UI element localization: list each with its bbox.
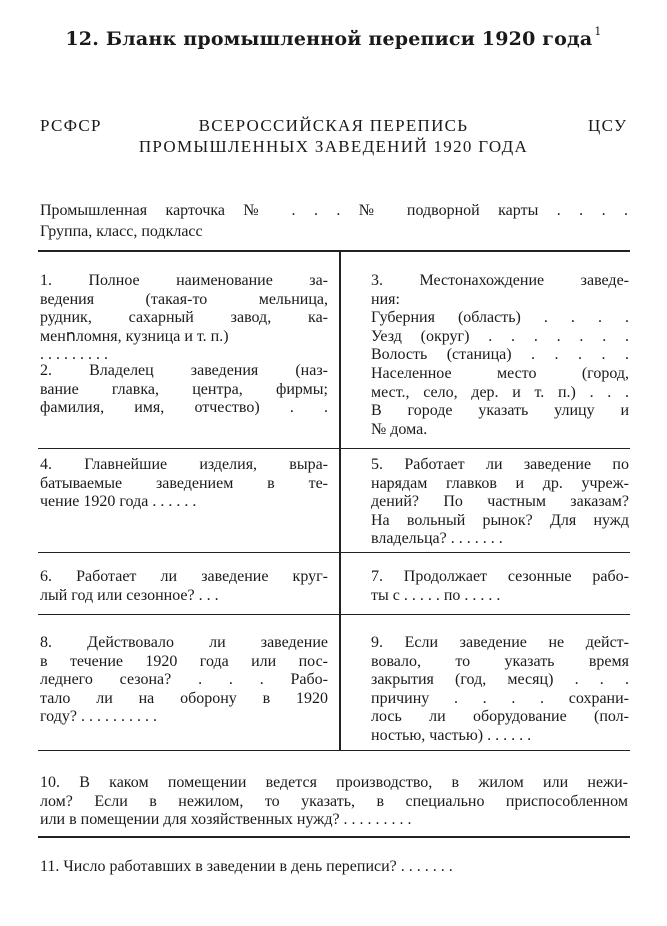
header-left: РСФСР [40, 116, 102, 135]
rule-row4 [38, 614, 630, 615]
q5-line: дений? По частным заказам? [371, 493, 629, 511]
q10-line: или в помещении для хозяйственных нужд? . . . . . . . . . [40, 811, 412, 829]
q5-line: 5. Работает ли заведение по [371, 456, 629, 473]
q8-line: году? . . . . . . . . . . [40, 708, 157, 726]
question-2 [40, 362, 328, 418]
q8-line: тало ли на оборону в 1920 [40, 689, 328, 707]
rule-row5 [38, 750, 630, 751]
q7-line: ты с . . . . . по . . . . . [371, 586, 501, 604]
q6-line: лый год или сезонное? . . . [40, 586, 219, 604]
rule-row2 [38, 448, 630, 449]
q4-line: 4. Главнейшие изделия, выра- [40, 456, 328, 473]
q2-line: 2. Владелец заведения (наз- [40, 362, 328, 379]
q8-line: 8. Действовало ли заведение [40, 634, 328, 651]
rule-top [38, 250, 630, 252]
question-11 [40, 858, 628, 877]
q5-line: На вольный рынок? Для нужд [371, 511, 629, 529]
question-5 [371, 456, 629, 549]
q8-line: в течение 1920 года или пос- [40, 652, 328, 670]
q3-line: Губерния (область) . . . . [371, 309, 629, 327]
q1-line: менոломня, кузница и т. п.) [40, 327, 229, 345]
question-7 [371, 568, 629, 605]
q10-line: лом? Если в нежилом, то указать, в специально приспособленном [40, 792, 628, 810]
page-title-text: 12. Бланк промышленной переписи 1920 года [65, 28, 593, 50]
q9-line: закрытия (год, месяц) . . . [371, 671, 629, 689]
q1-line: рудник, сахарный завод, ка- [40, 309, 328, 327]
q1-line: 1. Полное наименование за- [40, 272, 328, 289]
header-center-line1: ВСЕРОССИЙСКАЯ ПЕРЕПИСЬ [198, 116, 469, 135]
q2-line: фамилия, имя, отчество) . . [40, 399, 328, 417]
header-right: ЦСУ [588, 116, 628, 135]
question-9 [371, 634, 629, 746]
q6-line: 6. Работает ли заведение круг- [40, 568, 328, 585]
header-center-line2: ПРОМЫШЛЕННЫХ ЗАВЕДЕНИЙ 1920 ГОДА [138, 137, 529, 156]
q9-line: ностью, частью) . . . . . . [371, 726, 532, 744]
q3-line: Населенное место (город, [371, 364, 629, 382]
q1-line: ведения (такая-то мельница, [40, 290, 328, 308]
q3-line: В городе указать улицу и [371, 402, 629, 420]
question-8 [40, 634, 328, 727]
question-4 [40, 456, 328, 512]
q5-line: нарядам главков и др. учреж- [371, 474, 629, 492]
q2-line: вание главка, центра, фирмы; [40, 380, 328, 398]
q10-line: 10. В каком помещении ведется производство, в жилом или нежи- [40, 774, 628, 791]
q3-line: мест., село, дер. и т. п.) . . . [371, 383, 629, 401]
rule-row3 [38, 552, 630, 553]
question-1 [40, 272, 328, 365]
question-3 [371, 272, 629, 439]
q5-line: владельца? . . . . . . . [371, 530, 503, 548]
column-divider [339, 251, 341, 750]
q8-line: леднего сезона? . . . Рабо- [40, 671, 328, 689]
q3-line: ния: [371, 290, 400, 308]
group-class-line: Группа, класс, подкласс [40, 223, 203, 240]
question-6 [40, 568, 328, 605]
q11-line: 11. Число работавших в заведении в день переписи? . . . . . . . [40, 858, 453, 875]
question-10 [40, 774, 628, 830]
rule-row6 [38, 836, 630, 838]
page-title [0, 25, 667, 50]
q3-line: № дома. [371, 420, 428, 438]
card-number-line: Промышленная карточка № . . . № подворной карты . . . . [40, 202, 628, 219]
q3-line: 3. Местонахождение заведе- [371, 272, 629, 289]
q9-line: 9. Если заведение не дейст- [371, 634, 629, 651]
q9-line: лось ли оборудование (пол- [371, 708, 629, 726]
q4-line: чение 1920 года . . . . . . [40, 493, 197, 511]
footnote-marker: 1 [594, 25, 602, 38]
q1-line: . . . . . . . . . [40, 346, 108, 364]
q7-line: 7. Продолжает сезонные рабо- [371, 568, 629, 585]
q9-line: причину . . . . сохрани- [371, 689, 629, 707]
q3-line: Уезд (округ) . . . . . . . [371, 327, 629, 345]
q9-line: вовало, то указать время [371, 652, 629, 670]
q3-line: Волость (станица) . . . . . [371, 346, 629, 364]
q4-line: батываемые заведением в те- [40, 474, 328, 492]
